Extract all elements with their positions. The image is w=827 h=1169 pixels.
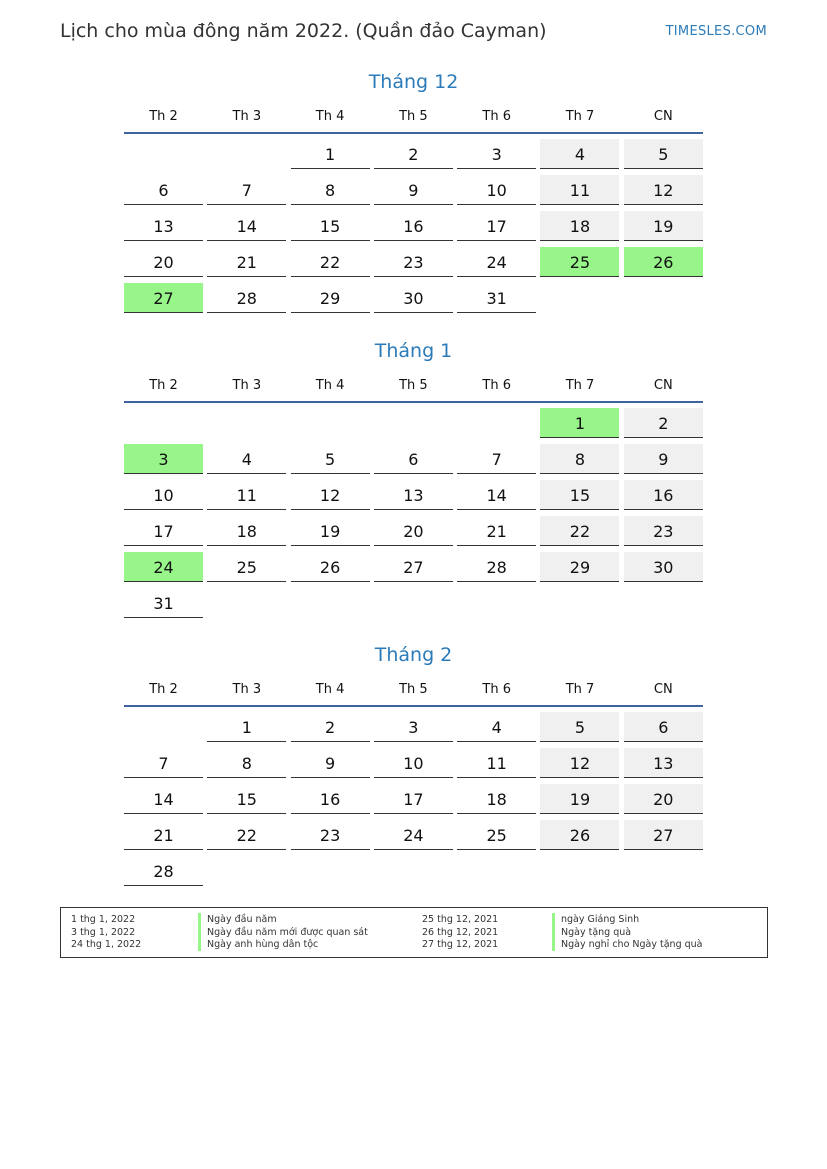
legend-holiday-name: Ngày nghỉ cho Ngày tặng quà <box>552 938 703 951</box>
empty-cell <box>457 856 536 886</box>
day-cell: 18 <box>207 516 286 546</box>
day-cell: 25 <box>540 247 619 277</box>
day-cell: 9 <box>624 444 703 474</box>
day-cell: 6 <box>124 175 203 205</box>
day-cell: 22 <box>291 247 370 277</box>
day-cell: 15 <box>291 211 370 241</box>
week-row <box>124 444 703 480</box>
day-cell: 18 <box>457 784 536 814</box>
day-cell: 24 <box>124 552 203 582</box>
day-cell: 31 <box>124 588 203 618</box>
day-cell: 8 <box>540 444 619 474</box>
day-cell: 2 <box>624 408 703 438</box>
weekday-label: Th 4 <box>315 109 345 124</box>
day-cell: 31 <box>457 283 536 313</box>
day-cell: 6 <box>624 712 703 742</box>
weekday-label: Th 3 <box>232 378 262 393</box>
month-block <box>124 641 703 892</box>
empty-cell <box>374 856 453 886</box>
week-row <box>124 211 703 247</box>
day-cell: 3 <box>374 712 453 742</box>
weekday-label: Th 2 <box>149 378 178 393</box>
weekday-label: Th 4 <box>315 682 345 697</box>
empty-cell <box>457 408 536 438</box>
day-cell: 20 <box>374 516 453 546</box>
day-cell: 27 <box>624 820 703 850</box>
week-row <box>124 856 703 892</box>
day-cell: 14 <box>457 480 536 510</box>
day-cell: 17 <box>374 784 453 814</box>
day-cell: 14 <box>207 211 286 241</box>
day-cell: 5 <box>540 712 619 742</box>
legend-holiday-name: Ngày tặng quà <box>552 926 631 939</box>
week-row <box>124 283 703 319</box>
day-cell: 4 <box>540 139 619 169</box>
day-cell: 24 <box>374 820 453 850</box>
day-cell: 23 <box>624 516 703 546</box>
weekday-label: Th 4 <box>315 378 345 393</box>
weekday-label: Th 7 <box>565 682 595 697</box>
week-row <box>124 175 703 211</box>
empty-cell <box>124 139 203 169</box>
weekday-label: Th 5 <box>399 378 428 393</box>
day-cell: 28 <box>457 552 536 582</box>
week-row <box>124 820 703 856</box>
legend-date: 25 thg 12, 2021 <box>422 914 499 925</box>
day-cell: 21 <box>207 247 286 277</box>
day-cell: 21 <box>124 820 203 850</box>
day-cell: 7 <box>207 175 286 205</box>
empty-cell <box>374 588 453 618</box>
day-cell: 10 <box>124 480 203 510</box>
day-cell: 23 <box>291 820 370 850</box>
page-title: Lịch cho mùa đông năm 2022. (Quần đảo Cayman) <box>60 20 547 42</box>
empty-cell <box>291 408 370 438</box>
legend-holiday-name: ngày Giáng Sinh <box>552 913 639 926</box>
day-cell: 7 <box>124 748 203 778</box>
day-cell: 30 <box>374 283 453 313</box>
day-cell: 4 <box>207 444 286 474</box>
week-row <box>124 139 703 175</box>
day-cell: 19 <box>540 784 619 814</box>
legend-date: 1 thg 1, 2022 <box>71 914 136 925</box>
day-cell: 16 <box>624 480 703 510</box>
day-cell: 12 <box>624 175 703 205</box>
weekday-label: Th 3 <box>232 109 262 124</box>
day-cell: 8 <box>207 748 286 778</box>
weekday-label: CN <box>653 109 673 124</box>
day-cell: 5 <box>624 139 703 169</box>
day-cell: 10 <box>374 748 453 778</box>
day-cell: 9 <box>291 748 370 778</box>
week-row <box>124 408 703 444</box>
day-cell: 12 <box>291 480 370 510</box>
empty-cell <box>540 283 619 313</box>
legend-entry <box>61 913 767 926</box>
day-cell: 4 <box>457 712 536 742</box>
week-row <box>124 784 703 820</box>
legend-entry <box>61 926 767 939</box>
empty-cell <box>207 856 286 886</box>
weekday-label: Th 2 <box>149 682 178 697</box>
day-cell: 29 <box>291 283 370 313</box>
day-cell: 17 <box>457 211 536 241</box>
week-row <box>124 552 703 588</box>
day-cell: 14 <box>124 784 203 814</box>
week-row <box>124 247 703 283</box>
legend-date: 3 thg 1, 2022 <box>71 926 136 938</box>
empty-cell <box>207 408 286 438</box>
day-cell: 15 <box>540 480 619 510</box>
day-cell: 25 <box>207 552 286 582</box>
day-cell: 22 <box>207 820 286 850</box>
day-cell: 1 <box>207 712 286 742</box>
day-cell: 19 <box>624 211 703 241</box>
day-cell: 27 <box>124 283 203 313</box>
week-row <box>124 516 703 552</box>
day-cell: 23 <box>374 247 453 277</box>
weekday-label: Th 6 <box>482 378 511 393</box>
empty-cell <box>540 856 619 886</box>
day-cell: 8 <box>291 175 370 205</box>
day-cell: 11 <box>207 480 286 510</box>
day-cell: 26 <box>291 552 370 582</box>
empty-cell <box>291 856 370 886</box>
day-cell: 21 <box>457 516 536 546</box>
day-cell: 25 <box>457 820 536 850</box>
weekday-label: CN <box>653 682 673 697</box>
empty-cell <box>207 588 286 618</box>
month-block <box>124 68 703 319</box>
week-row <box>124 748 703 784</box>
day-cell: 2 <box>374 139 453 169</box>
weekday-label: Th 3 <box>232 682 262 697</box>
day-cell: 28 <box>124 856 203 886</box>
weekday-header <box>124 681 703 707</box>
empty-cell <box>457 588 536 618</box>
empty-cell <box>624 856 703 886</box>
weekday-label: Th 5 <box>399 109 428 124</box>
legend-date: 27 thg 12, 2021 <box>422 939 499 950</box>
day-cell: 22 <box>540 516 619 546</box>
empty-cell <box>124 712 203 742</box>
day-cell: 27 <box>374 552 453 582</box>
day-cell: 11 <box>457 748 536 778</box>
site-link[interactable]: TIMESLES.COM <box>665 24 767 39</box>
month-title: Tháng 2 <box>374 644 453 666</box>
day-cell: 10 <box>457 175 536 205</box>
empty-cell <box>291 588 370 618</box>
empty-cell <box>124 408 203 438</box>
legend-date: 24 thg 1, 2022 <box>71 939 142 950</box>
day-cell: 3 <box>124 444 203 474</box>
empty-cell <box>624 283 703 313</box>
legend-entry <box>61 938 767 951</box>
month-block <box>124 337 703 624</box>
day-cell: 12 <box>540 748 619 778</box>
empty-cell <box>540 588 619 618</box>
legend-holiday-name: Ngày đầu năm <box>198 913 277 926</box>
day-cell: 11 <box>540 175 619 205</box>
day-cell: 15 <box>207 784 286 814</box>
day-cell: 2 <box>291 712 370 742</box>
empty-cell <box>207 139 286 169</box>
day-cell: 20 <box>124 247 203 277</box>
weekday-label: Th 6 <box>482 109 511 124</box>
day-cell: 18 <box>540 211 619 241</box>
month-title: Tháng 1 <box>374 340 453 362</box>
day-cell: 13 <box>124 211 203 241</box>
day-cell: 9 <box>374 175 453 205</box>
day-cell: 30 <box>624 552 703 582</box>
day-cell: 20 <box>624 784 703 814</box>
day-cell: 24 <box>457 247 536 277</box>
week-row <box>124 712 703 748</box>
weekday-label: Th 7 <box>565 109 595 124</box>
legend-date: 26 thg 12, 2021 <box>422 926 499 938</box>
weekday-label: Th 2 <box>149 109 178 124</box>
week-row <box>124 588 703 624</box>
day-cell: 16 <box>374 211 453 241</box>
day-cell: 6 <box>374 444 453 474</box>
day-cell: 1 <box>540 408 619 438</box>
day-cell: 16 <box>291 784 370 814</box>
empty-cell <box>624 588 703 618</box>
day-cell: 29 <box>540 552 619 582</box>
empty-cell <box>374 408 453 438</box>
day-cell: 5 <box>291 444 370 474</box>
day-cell: 13 <box>624 748 703 778</box>
day-cell: 7 <box>457 444 536 474</box>
day-cell: 17 <box>124 516 203 546</box>
day-cell: 28 <box>207 283 286 313</box>
day-cell: 1 <box>291 139 370 169</box>
day-cell: 3 <box>457 139 536 169</box>
day-cell: 26 <box>540 820 619 850</box>
weekday-label: Th 6 <box>482 682 511 697</box>
weekday-label: Th 5 <box>399 682 428 697</box>
month-title: Tháng 12 <box>368 71 459 93</box>
weekday-header <box>124 108 703 134</box>
holiday-legend <box>60 907 768 958</box>
weekday-label: CN <box>653 378 673 393</box>
legend-holiday-name: Ngày anh hùng dân tộc <box>198 938 318 951</box>
day-cell: 19 <box>291 516 370 546</box>
day-cell: 26 <box>624 247 703 277</box>
weekday-label: Th 7 <box>565 378 595 393</box>
weekday-header <box>124 377 703 403</box>
week-row <box>124 480 703 516</box>
legend-holiday-name: Ngày đầu năm mới được quan sát <box>198 926 368 939</box>
day-cell: 13 <box>374 480 453 510</box>
